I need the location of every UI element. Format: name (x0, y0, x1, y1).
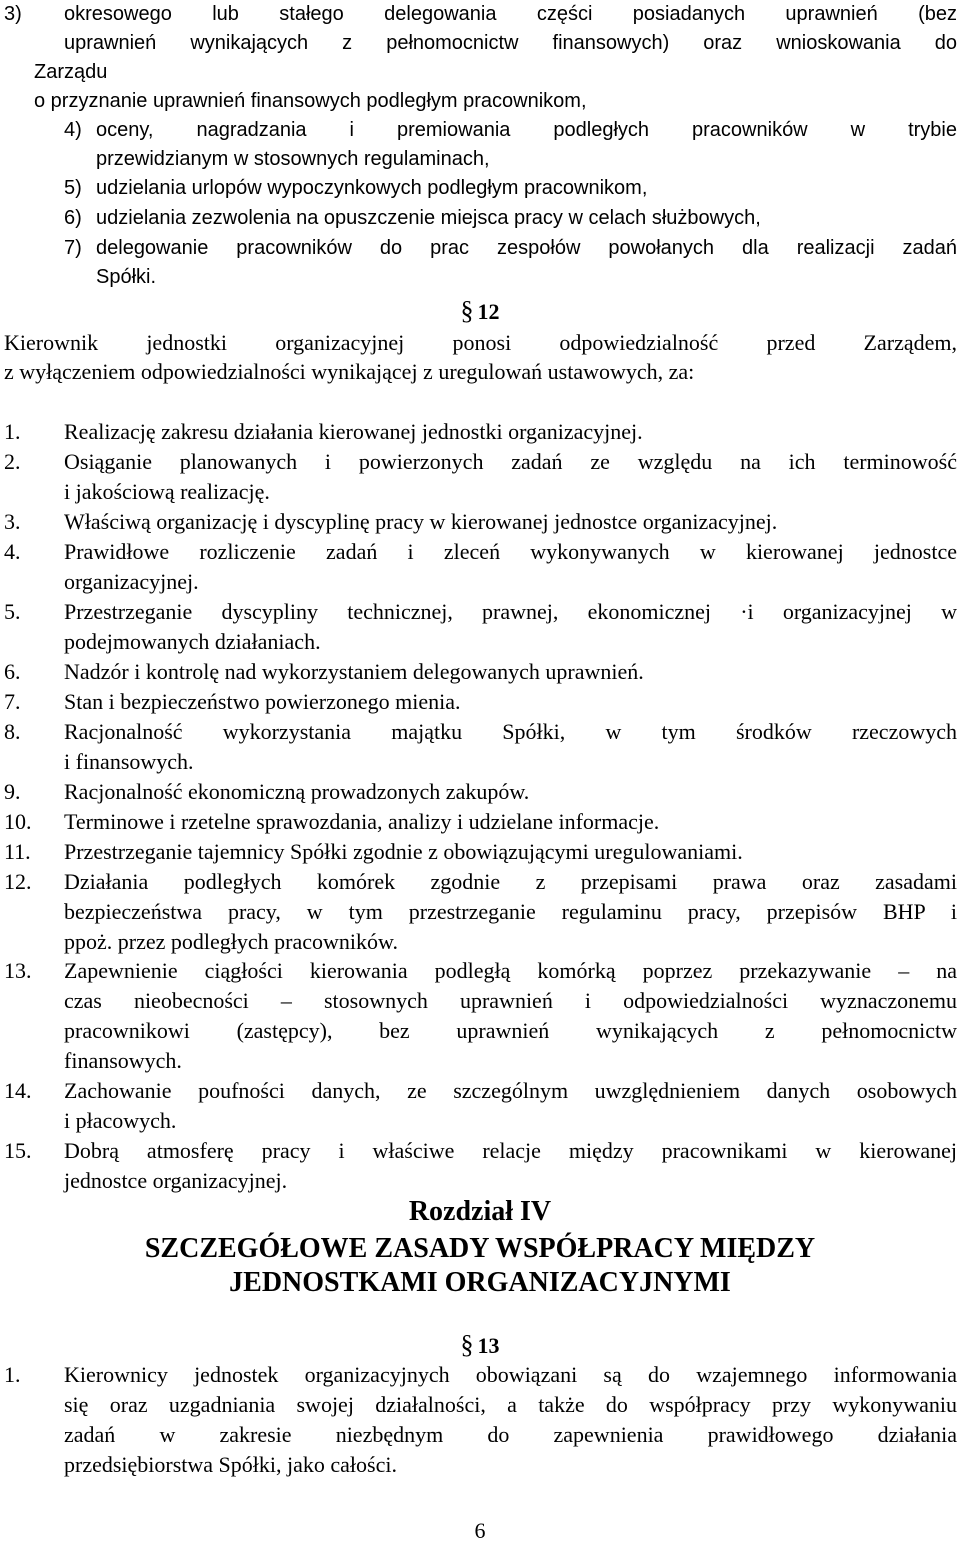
list-item-line: Kierownicy jednostek organizacyjnych obowiązani są do wzajemnego informowania (64, 1362, 957, 1387)
section-intro (4, 328, 957, 386)
list-item (4, 777, 957, 807)
list-item-number: 11. (4, 839, 31, 864)
list-item-line: przedsiębiorstwa Spółki, jako całości. (64, 1452, 397, 1477)
list-item-number: 15. (4, 1138, 32, 1163)
list-item (4, 717, 957, 777)
list-item-line: delegowanie pracowników do prac zespołów powołanych dla realizacji zadań (96, 237, 957, 259)
section-sign: § (460, 296, 474, 325)
list-item-number: 1. (4, 419, 21, 444)
list-item-line: i płacowych. (64, 1108, 177, 1133)
list-item-line: finansowych. (64, 1048, 182, 1073)
list-item-number: 6) (64, 207, 82, 229)
list-item-number: 4) (64, 119, 82, 141)
list-item (64, 234, 957, 292)
list-item-line: Osiąganie planowanych i powierzonych zadań ze względu na ich terminowość (64, 449, 957, 474)
list-item-number: 5. (4, 599, 21, 624)
list-item-line: Przestrzeganie tajemnicy Spółki zgodnie z obowiązującymi uregulowaniami. (64, 839, 743, 864)
list-item-line: udzielania urlopów wypoczynkowych podległym pracownikom, (96, 177, 648, 199)
list-item-line: uprawnień wynikających z pełnomocnictw finansowych) oraz wnioskowania do (64, 32, 957, 54)
list-item (4, 657, 957, 687)
list-item-line: się oraz uzgadniania swojej działalności, a także do współpracy przy wykonywaniu (64, 1392, 957, 1417)
list-item (4, 807, 957, 837)
list-item (4, 1136, 957, 1196)
list-item (4, 837, 957, 867)
list-item-line: i finansowych. (64, 749, 194, 774)
list-item (4, 0, 957, 116)
list-item (64, 116, 957, 174)
list-item-line: jednostce organizacyjnej. (64, 1168, 288, 1193)
list-item-line: organizacyjnej. (64, 569, 199, 594)
list-item-number: 7) (64, 237, 82, 259)
list-item-line: Terminowe i rzetelne sprawozdania, analizy i udzielane informacje. (64, 809, 660, 834)
list-item-line: zadań w zakresie niezbędnym do zapewnienia prawidłowego działania (64, 1422, 957, 1447)
list-item-number: 5) (64, 177, 82, 199)
section-heading (0, 1330, 960, 1360)
list-item-line: pracownikowi (zastępcy), bez uprawnień wynikających z pełnomocnictw (64, 1018, 957, 1043)
list-item (4, 1360, 957, 1480)
list-item-number: 3. (4, 509, 21, 534)
list-item-line: Realizację zakresu działania kierowanej jednostki organizacyjnej. (64, 419, 643, 444)
section-heading (0, 296, 960, 326)
chapter-title: Rozdział IV (408, 1196, 552, 1227)
list-item-number: 1. (4, 1362, 21, 1387)
list-item-number: 13. (4, 958, 32, 983)
list-item-number: 7. (4, 689, 21, 714)
intro-line: z wyłączeniem odpowiedzialności wynikającej z uregulowań ustawowych, za: (4, 359, 695, 384)
list-item-line: Stan i bezpieczeństwo powierzonego mienia. (64, 689, 461, 714)
list-item-line: Zapewnienie ciągłości kierowania podległą komórką poprzez przekazywanie – na (64, 958, 957, 983)
chapter-subtitle-line2: JEDNOSTKAMI ORGANIZACYJNYMI (229, 1267, 731, 1298)
section-number: 13 (477, 1333, 500, 1358)
list-item-line: okresowego lub stałego delegowania części posiadanych uprawnień (bez (64, 3, 957, 25)
list-item-number: 6. (4, 659, 21, 684)
list-item (64, 174, 957, 203)
list-item-line: Zarządu (34, 61, 108, 83)
list-item-line: Właściwą organizację i dyscyplinę pracy w kierowanej jednostce organizacyjnej. (64, 509, 778, 534)
list-item-number: 3) (4, 3, 22, 25)
list-item-line: czas nieobecności – stosownych uprawnień i odpowiedzialności wyznaczonemu (64, 988, 957, 1013)
chapter-subtitle-line1: SZCZEGÓŁOWE ZASADY WSPÓŁPRACY MIĘDZY (144, 1233, 816, 1264)
list-item-line: Dobrą atmosferę pracy i właściwe relacje między pracownikami w kierowanej (64, 1138, 957, 1163)
list-item-number: 4. (4, 539, 21, 564)
section-number: 12 (477, 299, 500, 324)
list-item-line: Nadzór i kontrolę nad wykorzystaniem delegowanych uprawnień. (64, 659, 644, 684)
list-item-number: 2. (4, 449, 21, 474)
list-item-line: i jakościową realizację. (64, 479, 270, 504)
list-item (64, 204, 957, 233)
list-item-number: 8. (4, 719, 21, 744)
list-item-line: Spółki. (96, 266, 157, 288)
list-item-number: 9. (4, 779, 21, 804)
list-item-line: przewidzianym w stosownych regulaminach, (96, 148, 490, 170)
section-sign: § (460, 1330, 474, 1359)
list-item-number: 12. (4, 869, 32, 894)
list-item-line: podejmowanych działaniach. (64, 629, 321, 654)
list-item (4, 1076, 957, 1136)
list-item (4, 956, 957, 1076)
list-item-line: Prawidłowe rozliczenie zadań i zleceń wykonywanych w kierowanej jednostce (64, 539, 957, 564)
list-item (4, 537, 957, 597)
list-item-line: bezpieczeństwa pracy, w tym przestrzeganie regulaminu pracy, przepisów BHP i (64, 899, 957, 924)
list-item (4, 417, 957, 447)
list-item (4, 507, 957, 537)
list-item-line: udzielania zezwolenia na opuszczenie miejsca pracy w celach służbowych, (96, 207, 761, 229)
list-item-line: Zachowanie poufności danych, ze szczególnym uwzględnieniem danych osobowych (64, 1078, 957, 1103)
list-item (4, 867, 957, 957)
page-number: 6 (474, 1518, 486, 1543)
list-item (4, 447, 957, 507)
list-item-line: Racjonalność ekonomiczną prowadzonych zakupów. (64, 779, 530, 804)
list-item-number: 14. (4, 1078, 32, 1103)
list-item-line: oceny, nagradzania i premiowania podległych pracowników w trybie (96, 119, 957, 141)
list-item (4, 597, 957, 657)
list-item-line: o przyznanie uprawnień finansowych podległym pracownikom, (34, 90, 587, 112)
list-item-line: ppoż. przez podległych pracowników. (64, 929, 398, 954)
list-item-number: 10. (4, 809, 32, 834)
intro-line: Kierownik jednostki organizacyjnej ponosi odpowiedzialność przed Zarządem, (4, 330, 957, 355)
list-item (4, 687, 957, 717)
list-item-line: Przestrzeganie dyscypliny technicznej, prawnej, ekonomicznej ·i organizacyjnej w (64, 599, 957, 624)
list-item-line: Racjonalność wykorzystania majątku Spółki, w tym środków rzeczowych (64, 719, 957, 744)
list-item-line: Działania podległych komórek zgodnie z przepisami prawa oraz zasadami (64, 869, 957, 894)
